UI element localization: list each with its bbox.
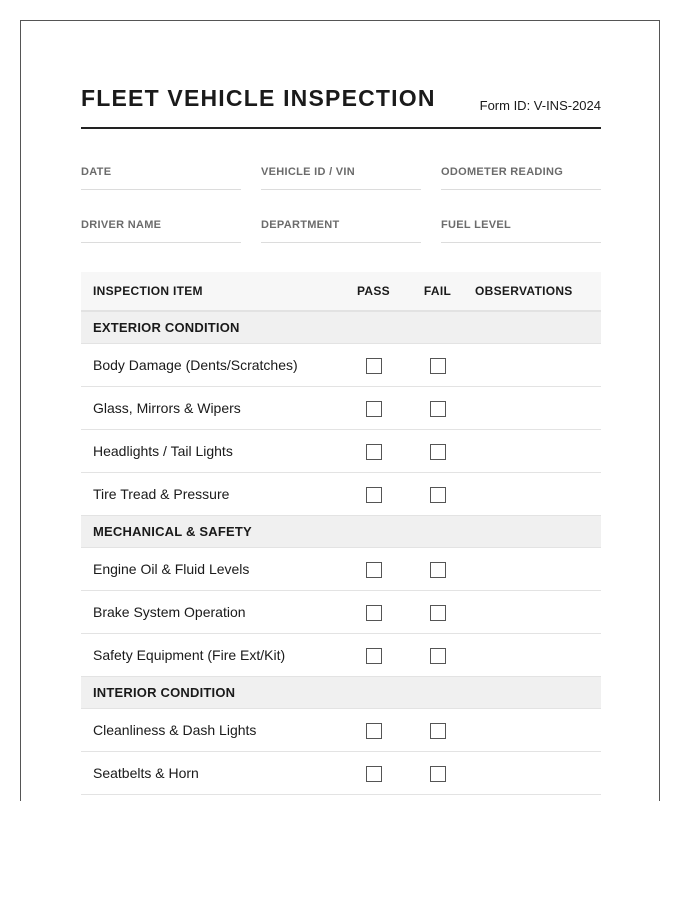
inspection-item-label: Body Damage (Dents/Scratches) xyxy=(81,344,341,387)
observations-cell[interactable] xyxy=(469,752,601,795)
inspection-item-label: Glass, Mirrors & Wipers xyxy=(81,387,341,430)
table-row xyxy=(81,548,601,591)
vehicle-id-field-label: VEHICLE ID / VIN xyxy=(261,166,356,178)
table-row xyxy=(81,591,601,634)
observations-cell[interactable] xyxy=(469,344,601,387)
inspection-item-label: Cleanliness & Dash Lights xyxy=(81,709,341,752)
pass-cell xyxy=(341,473,406,516)
fail-checkbox[interactable] xyxy=(430,358,446,374)
section-heading: EXTERIOR CONDITION xyxy=(81,311,601,344)
inspection-table xyxy=(81,272,601,795)
fail-checkbox[interactable] xyxy=(430,444,446,460)
observations-cell[interactable] xyxy=(469,387,601,430)
pass-checkbox[interactable] xyxy=(366,401,382,417)
fail-cell xyxy=(406,752,469,795)
pass-cell xyxy=(341,752,406,795)
inspection-item-label: Seatbelts & Horn xyxy=(81,752,341,795)
table-row xyxy=(81,709,601,752)
fail-cell xyxy=(406,344,469,387)
observations-cell[interactable] xyxy=(469,430,601,473)
fail-checkbox[interactable] xyxy=(430,766,446,782)
inspection-form-sheet xyxy=(20,20,660,801)
pass-cell xyxy=(341,548,406,591)
section-row xyxy=(81,516,601,548)
fail-checkbox[interactable] xyxy=(430,605,446,621)
fail-cell xyxy=(406,709,469,752)
driver-name-field[interactable] xyxy=(81,214,241,243)
inspection-table-body xyxy=(81,311,601,795)
fail-cell xyxy=(406,473,469,516)
pass-cell xyxy=(341,344,406,387)
odometer-field-label: ODOMETER READING xyxy=(441,166,564,178)
pass-checkbox[interactable] xyxy=(366,562,382,578)
header-inspection-item: INSPECTION ITEM xyxy=(81,272,341,311)
pass-checkbox[interactable] xyxy=(366,487,382,503)
pass-cell xyxy=(341,709,406,752)
observations-cell[interactable] xyxy=(469,634,601,677)
pass-checkbox[interactable] xyxy=(366,766,382,782)
fail-checkbox[interactable] xyxy=(430,562,446,578)
section-row xyxy=(81,311,601,344)
driver-name-field-label: DRIVER NAME xyxy=(81,219,162,231)
fail-checkbox[interactable] xyxy=(430,401,446,417)
fail-checkbox[interactable] xyxy=(430,723,446,739)
inspection-item-label: Brake System Operation xyxy=(81,591,341,634)
fail-cell xyxy=(406,591,469,634)
pass-checkbox[interactable] xyxy=(366,648,382,664)
header-pass: PASS xyxy=(341,272,406,311)
fuel-level-field[interactable] xyxy=(441,214,601,243)
observations-cell[interactable] xyxy=(469,548,601,591)
pass-checkbox[interactable] xyxy=(366,358,382,374)
inspection-item-label: Headlights / Tail Lights xyxy=(81,430,341,473)
fail-cell xyxy=(406,548,469,591)
header-observations: OBSERVATIONS xyxy=(469,272,601,311)
table-header-row xyxy=(81,272,601,311)
table-row xyxy=(81,473,601,516)
odometer-field[interactable] xyxy=(441,161,601,190)
pass-cell xyxy=(341,591,406,634)
observations-cell[interactable] xyxy=(469,473,601,516)
form-title: FLEET VEHICLE INSPECTION xyxy=(81,85,436,111)
department-field-label: DEPARTMENT xyxy=(261,219,340,231)
date-field-label: DATE xyxy=(81,166,112,178)
observations-cell[interactable] xyxy=(469,709,601,752)
pass-checkbox[interactable] xyxy=(366,605,382,621)
fail-checkbox[interactable] xyxy=(430,648,446,664)
section-heading: MECHANICAL & SAFETY xyxy=(81,516,601,548)
table-row xyxy=(81,752,601,795)
form-id: Form ID: V-INS-2024 xyxy=(479,98,601,113)
inspection-item-label: Engine Oil & Fluid Levels xyxy=(81,548,341,591)
pass-cell xyxy=(341,430,406,473)
table-row xyxy=(81,430,601,473)
observations-cell[interactable] xyxy=(469,591,601,634)
fail-cell xyxy=(406,634,469,677)
department-field[interactable] xyxy=(261,214,421,243)
pass-checkbox[interactable] xyxy=(366,444,382,460)
pass-checkbox[interactable] xyxy=(366,723,382,739)
inspection-item-label: Safety Equipment (Fire Ext/Kit) xyxy=(81,634,341,677)
fail-cell xyxy=(406,430,469,473)
table-row xyxy=(81,387,601,430)
fail-cell xyxy=(406,387,469,430)
pass-cell xyxy=(341,634,406,677)
inspection-item-label: Tire Tread & Pressure xyxy=(81,473,341,516)
section-heading: INTERIOR CONDITION xyxy=(81,677,601,709)
pass-cell xyxy=(341,387,406,430)
table-row xyxy=(81,344,601,387)
section-row xyxy=(81,677,601,709)
header-fail: FAIL xyxy=(406,272,469,311)
fail-checkbox[interactable] xyxy=(430,487,446,503)
vehicle-id-field[interactable] xyxy=(261,161,421,190)
form-header xyxy=(81,85,601,129)
fuel-level-field-label: FUEL LEVEL xyxy=(441,219,512,231)
date-field[interactable] xyxy=(81,161,241,190)
table-row xyxy=(81,634,601,677)
